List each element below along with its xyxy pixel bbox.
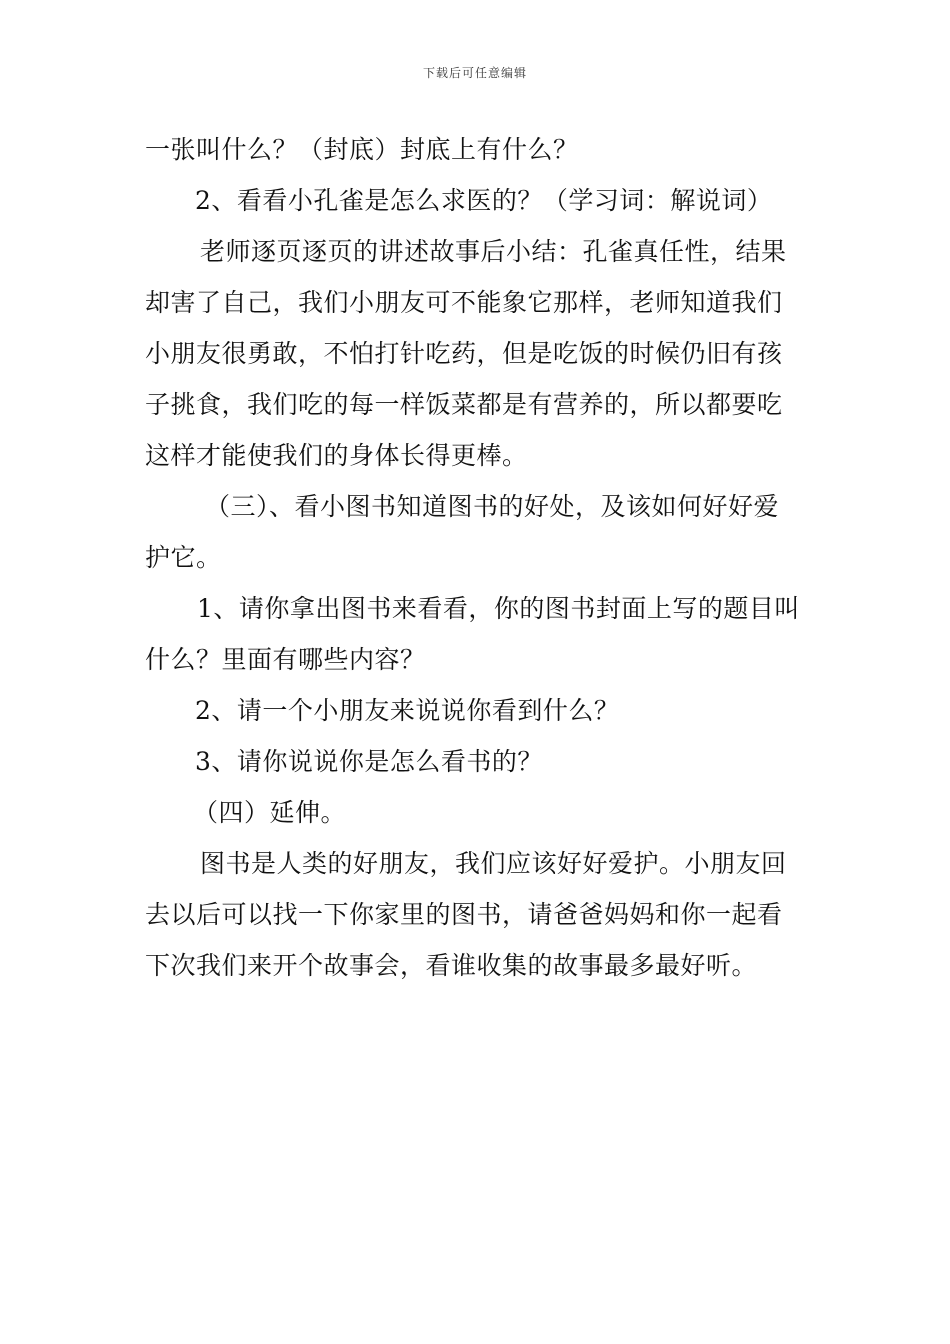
- paragraph-line: 1、请你拿出图书来看看，你的图书封面上写的题目叫: [197, 594, 800, 623]
- paragraph-line: 一张叫什么？（封底）封底上有什么？: [145, 135, 579, 164]
- paragraph-line: （四）延伸。: [193, 798, 347, 827]
- paragraph-line: 2、看看小孔雀是怎么求医的？（学习词：解说词）: [195, 186, 773, 215]
- paragraph-line: 去以后可以找一下你家里的图书，请爸爸妈妈和你一起看: [145, 900, 783, 929]
- paragraph-line: 2、请一个小朋友来说说你看到什么？: [195, 696, 620, 725]
- paragraph-line: 3、请你说说你是怎么看书的？: [195, 747, 543, 776]
- document-body: [145, 124, 807, 991]
- paragraph-line: （三）、看小图书知道图书的好处，及该如何好好爱: [205, 492, 780, 521]
- paragraph-line: 图书是人类的好朋友，我们应该好好爱护。小朋友回: [200, 849, 787, 878]
- paragraph-line: 什么？里面有哪些内容？: [145, 645, 426, 674]
- paragraph-line: 却害了自己，我们小朋友可不能象它那样，老师知道我们: [145, 288, 783, 317]
- page-header: 下载后可任意编辑: [422, 66, 527, 80]
- paragraph-line: 小朋友很勇敢，不怕打针吃药，但是吃饭的时候仍旧有孩: [145, 339, 783, 368]
- paragraph-line: 下次我们来开个故事会，看谁收集的故事最多最好听。: [145, 951, 758, 980]
- paragraph-line: 这样才能使我们的身体长得更棒。: [145, 441, 528, 470]
- paragraph-line: 子挑食，我们吃的每一样饭菜都是有营养的，所以都要吃: [145, 390, 783, 419]
- paragraph-line: 老师逐页逐页的讲述故事后小结：孔雀真任性，结果: [200, 237, 787, 266]
- paragraph-line: 护它。: [145, 543, 222, 572]
